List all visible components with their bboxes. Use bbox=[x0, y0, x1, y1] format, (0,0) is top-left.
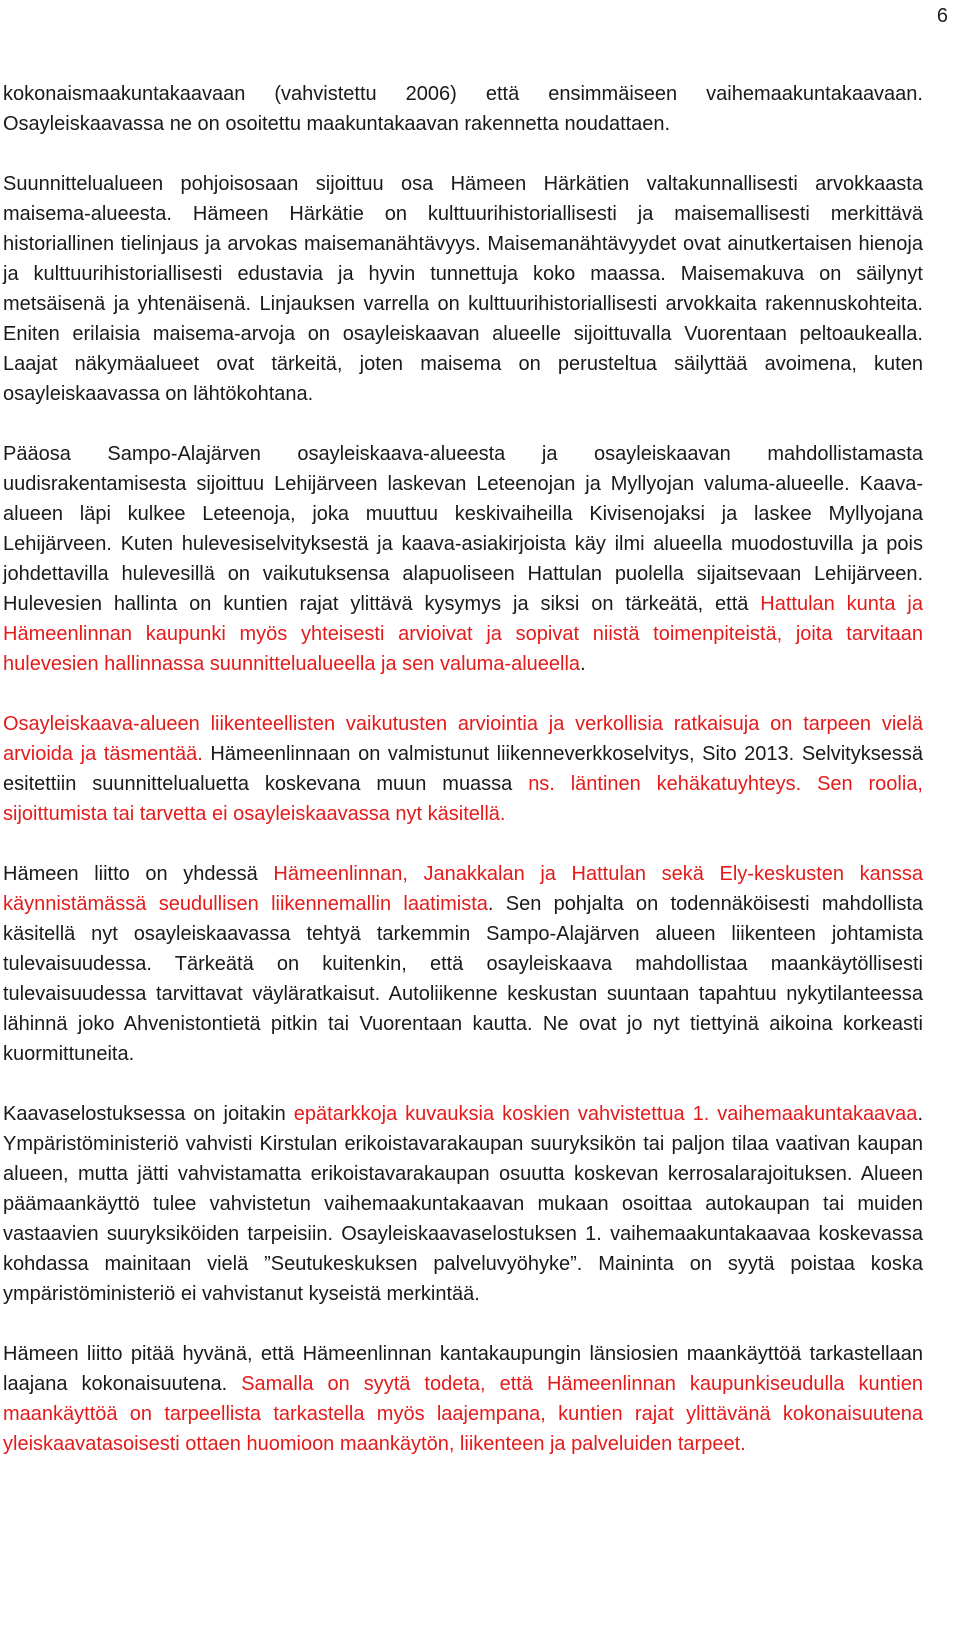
paragraph bbox=[3, 1339, 923, 1459]
highlighted-text-run: ns. läntinen kehäkatuyhteys. Sen roolia, sijoittumista tai tarvetta ei osayleiskaavassa nyt käsitellä. bbox=[3, 773, 923, 825]
text-run: Kaavaselostuksessa on joitakin bbox=[3, 1103, 294, 1125]
text-run: . Sen pohjalta on todennäköisesti mahdollista käsitellä nyt osayleiskaavassa tehtyä tarkemmin Sampo-Alajärven alueen liikenteen johtamista tulevaisuudessa. Tärkeätä on kuitenkin, että osayleiskaava mahdollistaa maankäytöllisesti tulevaisuudessa tarvittavat väyläratkaisut. Autoliikenne keskustan suuntaan tapahtuu nykytilanteessa lähinnä joko Ahvenistontietä pitkin tai Vuorentaan kautta. Ne ovat jo nyt tiettyinä aikoina korkeasti kuormittuneita. bbox=[3, 893, 923, 1065]
text-run: Hämeen liitto on yhdessä bbox=[3, 863, 274, 885]
highlighted-text-run: Samalla on syytä todeta, että Hämeenlinnan kaupunkiseudulla kuntien maankäyttöä on tarpeellista tarkastella myös laajempana, kuntien rajat ylittävänä kokonaisuutena yleiskaavatasoisesti ottaen huomioon maankäytön, liikenteen ja palveluiden tarpeet. bbox=[3, 1373, 923, 1455]
text-run: Pääosa Sampo-Alajärven osayleiskaava-alueesta ja osayleiskaavan mahdollistamasta uudisrakentamisesta sijoittuu Lehijärveen laskevan Leteenojan ja Myllyojan valuma-alueelle. Kaava-alueen läpi kulkee Leteenoja, joka muuttuu keskivaiheilla Kivisenojaksi ja laskee Myllyojana Lehijärveen. Kuten hulevesiselvityksestä ja kaava-asiakirjoista käy ilmi alueella muodostuvilla ja pois johdettavilla hulevesillä on vaikutuksensa alapuoliseen Hattulan puolella sijaitsevaan Lehijärveen. Hulevesien hallinta on kuntien rajat ylittävä kysymys ja siksi on tärkeätä, että bbox=[3, 443, 923, 615]
page-number: 6 bbox=[936, 5, 948, 27]
highlighted-text-run: Hattulan kunta ja Hämeenlinnan kaupunki myös yhteisesti arvioivat ja sopivat niistä toimenpiteistä, joita tarvitaan hulevesien hallinnassa suunnittelualueella ja sen valuma-alueella bbox=[3, 593, 923, 675]
text-run: . bbox=[580, 653, 586, 675]
paragraph bbox=[3, 439, 923, 679]
text-run: kokonaismaakuntakaavaan (vahvistettu 2006) että ensimmäiseen vaihemaakuntakaavaan. Osayleiskaavassa ne on osoitettu maakuntakaavan rakennetta noudattaen. bbox=[3, 83, 923, 135]
paragraph bbox=[3, 1099, 923, 1309]
paragraph bbox=[3, 169, 923, 409]
text-run: Hämeenlinnaan on valmistunut liikenneverkkoselvitys, Sito 2013. Selvityksessä esitettiin suunnittelualuetta koskevana muun muassa bbox=[3, 743, 923, 795]
paragraph bbox=[3, 859, 923, 1069]
text-run: . Ympäristöministeriö vahvisti Kirstulan erikoistavarakaupan suuryksikön tai paljon tilaa vaativan kaupan alueen, mutta jätti vahvistamatta erikoistavarakaupan osuutta koskevan kerrosalarajoituksen. Alueen päämaankäyttö tulee vahvistetun vaihemaakuntakaavan mukaan osoittaa autokaupan tai muiden vastaavien suuryksiköiden tarpeisiin. Osayleiskaavaselostuksen 1. vaihemaakuntakaavaa koskevassa kohdassa mainitaan vielä ”Seutukeskuksen palveluvyöhyke”. Maininta on syytä poistaa koska ympäristöministeriö ei vahvistanut kyseistä merkintää. bbox=[3, 1103, 923, 1305]
text-run: Suunnittelualueen pohjoisosaan sijoittuu osa Hämeen Härkätien valtakunnallisesti arvokkaasta maisema-alueesta. Hämeen Härkätie on kulttuurihistoriallisesti ja maisemallisesti merkittävä historiallinen tielinjaus ja arvokas maisemanähtävyys. Maisemanähtävyydet ovat ainutkertaisen hienoja ja kulttuurihistoriallisesti edustavia ja hyvin tunnettuja koko maassa. Maisemakuva on säilynyt metsäisenä ja yhtenäisenä. Linjauksen varrella on kulttuurihistoriallisesti arvokkaita rakennuskohteita. Eniten erilaisia maisema-arvoja on osayleiskaavan alueelle sijoittuvalla Vuorentaan peltoaukealla. Laajat näkymäalueet ovat tärkeitä, joten maisema on perusteltua säilyttää avoimena, kuten osayleiskaavassa on lähtökohtana. bbox=[3, 173, 923, 405]
text-run: Hämeen liitto pitää hyvänä, että Hämeenlinnan kantakaupungin länsiosien maankäyttöä tarkastellaan laajana kokonaisuutena. bbox=[3, 1343, 923, 1395]
highlighted-text-run: epätarkkoja kuvauksia koskien vahvistettua 1. vaihemaakuntakaavaa bbox=[293, 1103, 918, 1125]
document-body bbox=[3, 79, 923, 1459]
highlighted-text-run: Hämeenlinnan, Janakkalan ja Hattulan sekä Ely-keskusten kanssa käynnistämässä seudullisen liikennemallin laatimista bbox=[3, 863, 923, 915]
highlighted-text-run: Osayleiskaava-alueen liikenteellisten vaikutusten arviointia ja verkollisia ratkaisuja on tarpeen vielä arvioida ja täsmentää. bbox=[3, 713, 923, 765]
paragraph bbox=[3, 709, 923, 829]
paragraph bbox=[3, 79, 923, 139]
